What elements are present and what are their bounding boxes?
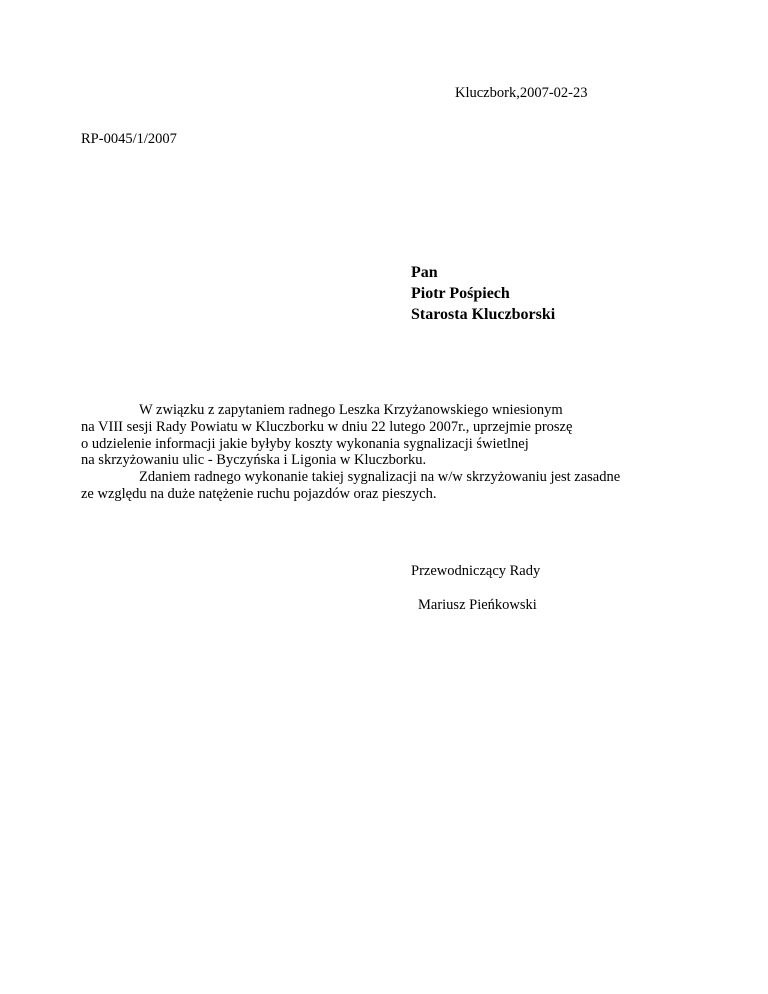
body-line: o udzielenie informacji jakie byłyby koszty wykonania sygnalizacji świetlnej [81, 435, 529, 452]
letter-body [81, 402, 620, 503]
signature-name: Mariusz Pieńkowski [418, 597, 537, 613]
reference-number: RP-0045/1/2007 [81, 131, 177, 147]
body-line: ze względu na duże natężenie ruchu pojazdów oraz pieszych. [81, 485, 437, 502]
signature-position: Przewodniczący Rady [411, 563, 541, 579]
recipient-salutation: Pan [411, 264, 438, 281]
recipient-name: Piotr Pośpiech [411, 285, 510, 302]
body-line: W związku z zapytaniem radnego Leszka Krzyżanowskiego wniesionym [139, 402, 563, 418]
body-line: na VIII sesji Rady Powiatu w Kluczborku w dniu 22 lutego 2007r., uprzejmie proszę [81, 418, 573, 435]
body-line: Zdaniem radnego wykonanie takiej sygnalizacji na w/w skrzyżowaniu jest zasadne [139, 469, 621, 486]
date-line: Kluczbork,2007-02-23 [455, 85, 588, 101]
body-line: na skrzyżowaniu ulic - Byczyńska i Ligonia w Kluczborku. [81, 452, 427, 469]
recipient-block [411, 262, 555, 325]
recipient-title: Starosta Kluczborski [411, 306, 556, 323]
